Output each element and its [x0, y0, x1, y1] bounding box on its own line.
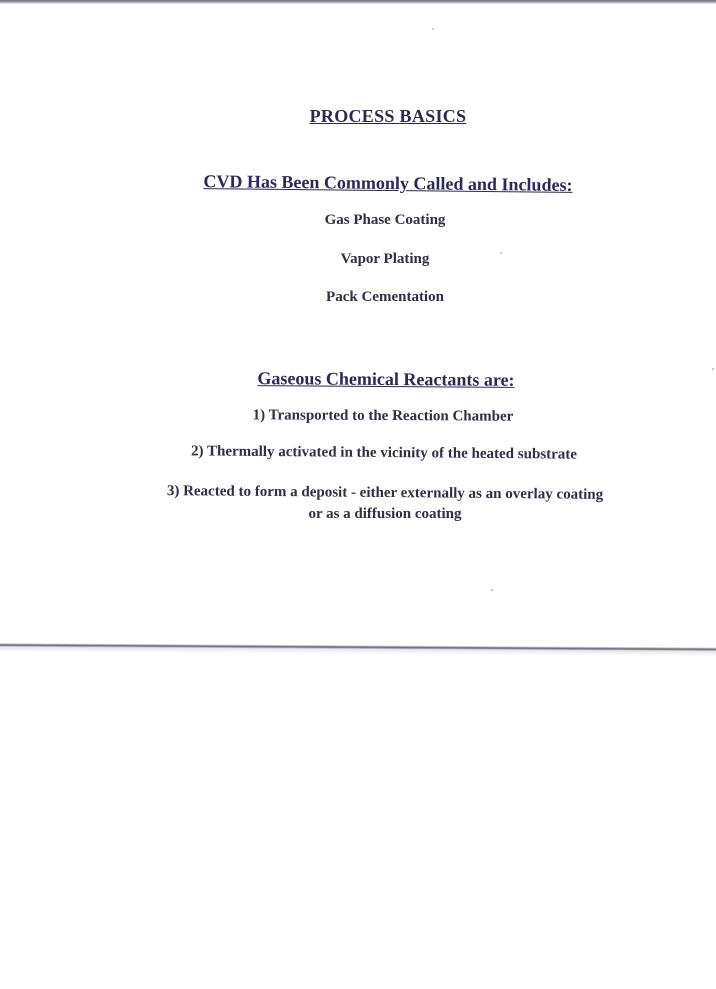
- section-heading-reactants: Gaseous Chemical Reactants are:: [257, 368, 515, 390]
- list-item: Pack Cementation: [326, 289, 444, 305]
- scan-speck: [500, 252, 502, 254]
- list-item: Vapor Plating: [340, 251, 430, 267]
- scan-speck: [432, 28, 434, 30]
- step-item: 1) Transported to the Reaction Chamber: [252, 407, 514, 425]
- page-title: PROCESS BASICS: [309, 106, 467, 126]
- scan-speck: [712, 368, 714, 370]
- step-item: 3) Reacted to form a deposit - either externally as an overlay coating: [166, 483, 604, 503]
- step-item-continuation: or as a diffusion coating: [308, 506, 462, 522]
- scan-top-edge: [0, 0, 716, 4]
- list-item: Gas Phase Coating: [324, 212, 446, 228]
- scan-speck: [491, 589, 493, 591]
- step-item: 2) Thermally activated in the vicinity of the heated substrate: [190, 443, 578, 463]
- section-heading-cvd: CVD Has Been Commonly Called and Includes:: [203, 171, 573, 195]
